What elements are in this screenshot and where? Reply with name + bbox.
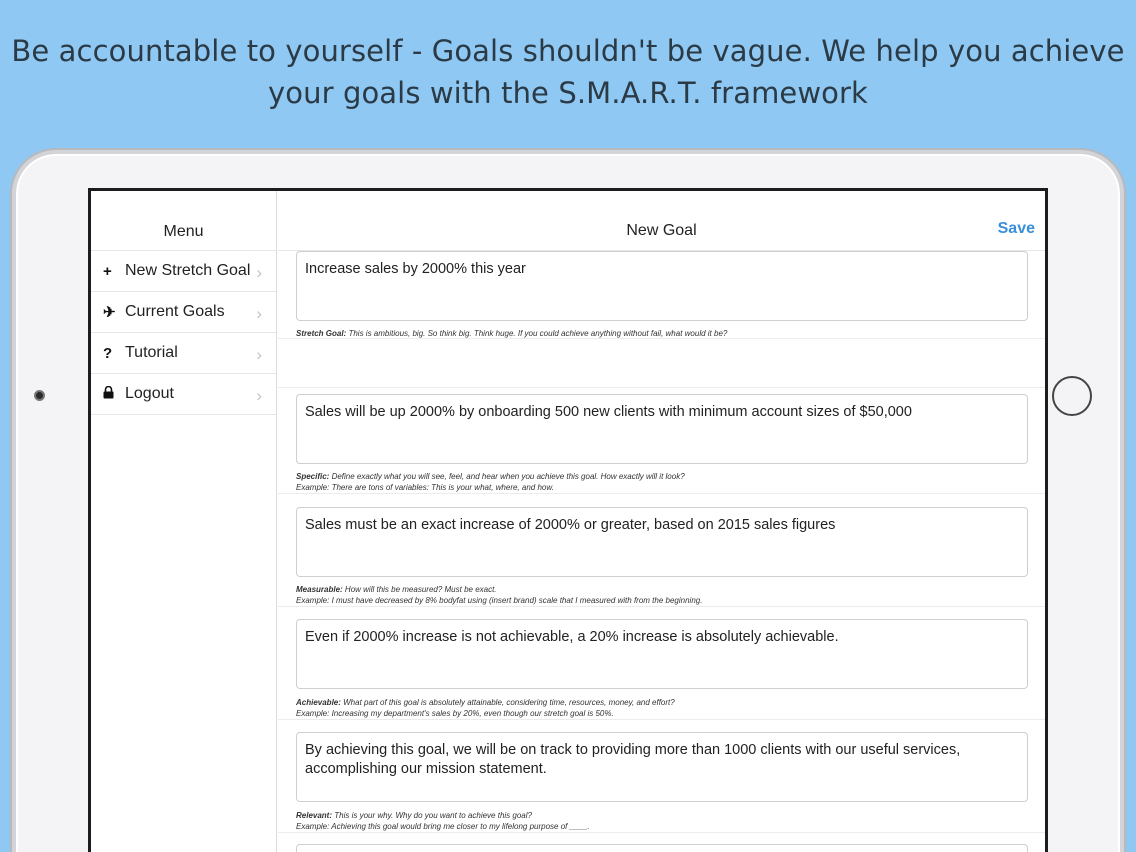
- achievable-hint: [296, 697, 1036, 719]
- lock-icon: [103, 386, 125, 403]
- divider: [278, 606, 1045, 607]
- hint-example: Example: Achieving this goal would bring me closer to my lifelong purpose of ____.: [296, 822, 590, 831]
- sidebar: [91, 191, 277, 852]
- sidebar-item-label: Tutorial: [125, 344, 178, 361]
- sidebar-item-logout[interactable]: [91, 374, 276, 415]
- lock-icon-svg: [103, 386, 114, 399]
- specific-field[interactable]: [296, 394, 1028, 464]
- sidebar-title: Menu: [91, 191, 276, 251]
- sidebar-item-tutorial[interactable]: [91, 333, 276, 374]
- question-icon: ?: [103, 344, 113, 362]
- divider: [278, 832, 1045, 833]
- sidebar-item-new-stretch-goal[interactable]: [91, 251, 276, 292]
- airplane-icon: ✈: [103, 304, 116, 321]
- hint-title: Stretch Goal:: [296, 329, 347, 338]
- headline: Be accountable to yourself - Goals shouldn't be vague. We help you achieve your goals with the S.M.A.R.T. framework: [11, 34, 1125, 110]
- measurable-hint: [296, 584, 1036, 606]
- sidebar-item-label: Logout: [125, 385, 174, 402]
- divider: [278, 338, 1045, 339]
- page-title: New Goal: [626, 222, 697, 239]
- nav-bar: [278, 191, 1045, 251]
- hint-text: What part of this goal is absolutely attainable, considering time, resources, money, and effort?: [340, 698, 675, 707]
- sidebar-item-label: Current Goals: [125, 303, 225, 320]
- hint-title: Specific:: [296, 472, 330, 481]
- hint-text: Define exactly what you will see, feel, and hear when you achieve this goal. How exactly will it look?: [329, 472, 685, 481]
- sidebar-item-current-goals[interactable]: [91, 292, 276, 333]
- hint-text: How will this be measured? Must be exact.: [342, 585, 497, 594]
- chevron-right-icon: ›: [256, 386, 262, 405]
- divider: [278, 387, 1045, 388]
- hint-text: This is your why. Why do you want to achieve this goal?: [332, 811, 532, 820]
- save-button[interactable]: Save: [997, 220, 1035, 237]
- hint-example: Example: I must have decreased by 8% bodyfat using (insert brand) scale that I measured with from the beginning.: [296, 596, 703, 605]
- divider: [278, 719, 1045, 720]
- hint-example: Example: There are tons of variables: This is your what, where, and how.: [296, 483, 554, 492]
- main-panel: [278, 191, 1045, 852]
- time-bound-field[interactable]: [296, 844, 1028, 852]
- relevant-hint: [296, 810, 1036, 832]
- hint-title: Relevant:: [296, 811, 333, 820]
- divider: [278, 493, 1045, 494]
- camera-icon: [34, 390, 45, 401]
- home-button[interactable]: [1052, 376, 1092, 416]
- hint-example: Example: Increasing my department's sales by 20%, even though our stretch goal is 50%.: [296, 709, 614, 718]
- hint-title: Achievable:: [296, 698, 341, 707]
- chevron-right-icon: ›: [256, 263, 262, 282]
- chevron-right-icon: ›: [256, 304, 262, 323]
- chevron-right-icon: ›: [256, 345, 262, 364]
- plus-icon: +: [103, 262, 112, 280]
- measurable-field[interactable]: [296, 507, 1028, 577]
- app-screen: [88, 188, 1048, 852]
- relevant-field[interactable]: [296, 732, 1028, 802]
- stretch-goal-field[interactable]: [296, 251, 1028, 321]
- hint-title: Measurable:: [296, 585, 343, 594]
- specific-hint: [296, 471, 1036, 493]
- sidebar-item-label: New Stretch Goal: [125, 262, 251, 279]
- achievable-field[interactable]: [296, 619, 1028, 689]
- hint-text: This is ambitious, big. So think big. Think huge. If you could achieve anything without fail, what would it be?: [346, 329, 728, 338]
